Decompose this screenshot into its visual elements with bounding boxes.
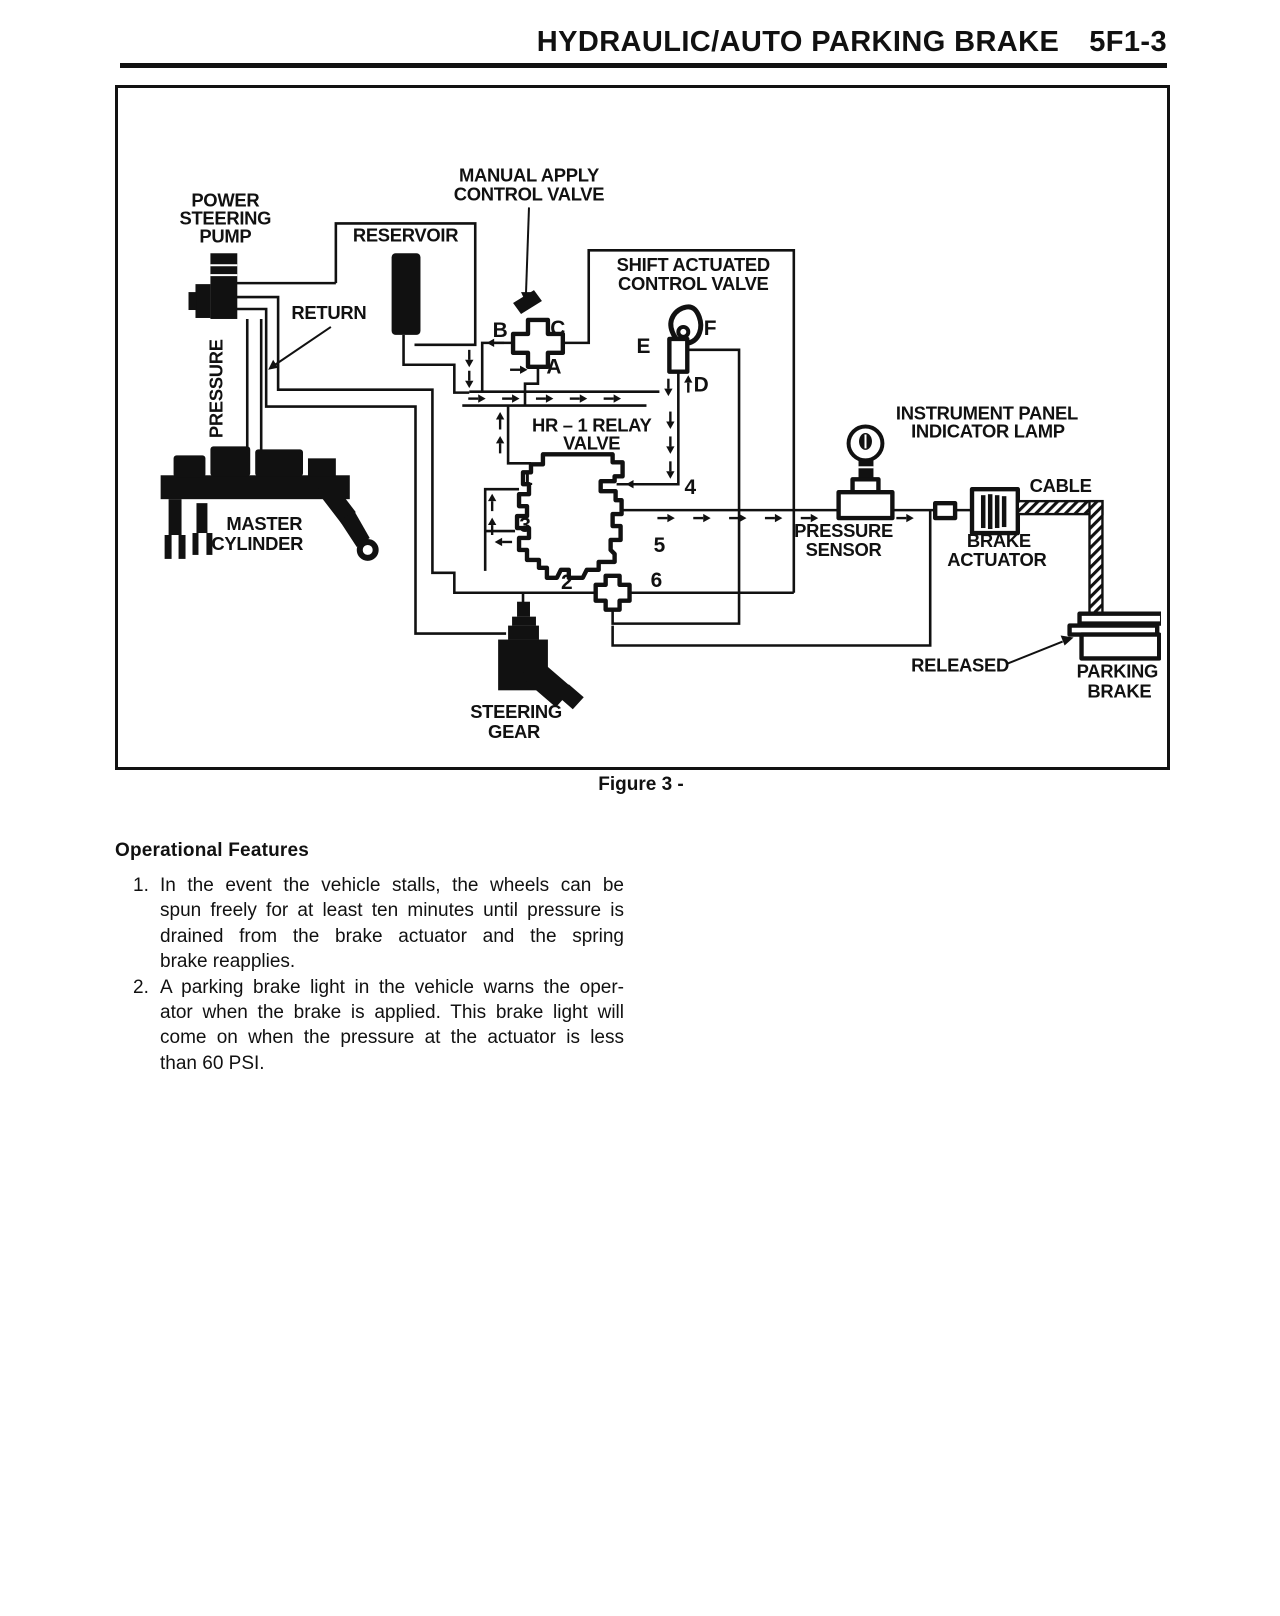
- list-item-text: [160, 975, 624, 1077]
- steering-gear: [470, 602, 584, 742]
- port-4-label: 4: [684, 476, 697, 500]
- hydraulic-diagram: [118, 88, 1161, 761]
- return-label: RETURN: [291, 301, 367, 323]
- pump-label-2: STEERING: [179, 207, 272, 229]
- text-line: brake reapplies.: [160, 951, 296, 973]
- list-item: [133, 873, 633, 975]
- list-item-number: 2.: [133, 976, 149, 998]
- brake-actuator-assembly: [935, 475, 1102, 613]
- page-title: HYDRAULIC/AUTO PARKING BRAKE: [536, 26, 1060, 58]
- list-item-text: [160, 873, 624, 975]
- port-6-label: 6: [650, 568, 663, 592]
- cable-label: CABLE: [1029, 475, 1092, 497]
- steering-gear-label-2: GEAR: [488, 721, 541, 743]
- cross-fitting: [596, 576, 630, 610]
- manual-valve-label-2: CONTROL VALVE: [453, 183, 605, 205]
- relay-valve-label-2: VALVE: [563, 432, 621, 454]
- manual-valve-label-1: MANUAL APPLY: [459, 164, 599, 186]
- port-e-label: E: [636, 334, 651, 358]
- pump-label-3: PUMP: [199, 225, 252, 247]
- shift-valve-label-1: SHIFT ACTUATED: [616, 254, 770, 276]
- port-d-label: D: [693, 373, 709, 397]
- pressure-sensor-label-2: SENSOR: [805, 538, 882, 560]
- text-line: come on when the pressure at the actuator is less: [160, 1027, 624, 1049]
- parking-brake-label-1: PARKING: [1076, 660, 1159, 682]
- port-c-label: C: [550, 316, 566, 340]
- steering-gear-label-1: STEERING: [470, 701, 562, 723]
- feature-list: [133, 873, 633, 1076]
- parking-brake-label-2: BRAKE: [1087, 680, 1152, 702]
- port-b-label: B: [492, 318, 508, 342]
- master-cylinder: [161, 446, 376, 558]
- text-line: drained from the brake actuator and the spring: [160, 925, 624, 947]
- cable-run-vertical: [1089, 501, 1102, 613]
- port-5-label: 5: [653, 533, 666, 557]
- shift-actuated-control-valve: [617, 254, 770, 396]
- brake-actuator-icon: [972, 489, 1018, 533]
- released-label: RELEASED: [911, 654, 1009, 676]
- indicator-lamp-label-1: INSTRUMENT PANEL: [895, 402, 1078, 424]
- shift-valve-label-2: CONTROL VALVE: [617, 273, 769, 295]
- port-f-label: F: [703, 316, 717, 340]
- indicator-lamp-label-2: INDICATOR LAMP: [911, 420, 1065, 442]
- text-line: In the event the vehicle stalls, the wheels can be: [160, 875, 624, 896]
- text-line: ator when the brake is applied. This brake light will: [160, 1002, 624, 1024]
- relay-valve-label-1: HR – 1 RELAY: [531, 414, 652, 436]
- port-1-label: 1: [521, 467, 533, 491]
- power-steering-pump: [179, 189, 271, 318]
- port-2-label: 2: [561, 570, 573, 594]
- text-line: than 60 PSI.: [160, 1052, 265, 1074]
- pressure-label: PRESSURE: [205, 339, 227, 439]
- text-line: A parking brake light in the vehicle warns the oper-: [160, 976, 624, 998]
- reservoir-label: RESERVOIR: [352, 224, 459, 246]
- master-cylinder-label-2: CYLINDER: [211, 532, 304, 554]
- parking-brake: [911, 614, 1161, 702]
- master-cylinder-label-1: MASTER: [226, 513, 303, 535]
- list-item-number: 1.: [133, 875, 149, 896]
- page-number: 5F1-3: [1089, 26, 1167, 58]
- header-rule: [120, 63, 1167, 68]
- brake-actuator-label-2: ACTUATOR: [947, 548, 1047, 570]
- list-item: [133, 975, 633, 1077]
- brake-actuator-label-1: BRAKE: [966, 529, 1031, 551]
- pump-label-1: POWER: [191, 189, 260, 211]
- coupler: [935, 503, 955, 518]
- section-heading: Operational Features: [115, 840, 310, 861]
- line-labels: [205, 302, 366, 438]
- figure-frame: [115, 85, 1170, 770]
- figure-caption: Figure 3 -: [598, 774, 684, 795]
- reservoir: [353, 224, 458, 335]
- port-3-label: 3: [519, 514, 531, 538]
- text-line: spun freely for at least ten minutes until pressure is: [160, 900, 624, 922]
- port-a-label: A: [546, 355, 562, 379]
- pressure-sensor-label-1: PRESSURE: [794, 519, 894, 541]
- released-pointer-arrowhead: [1061, 636, 1074, 646]
- page-header: [0, 26, 1167, 59]
